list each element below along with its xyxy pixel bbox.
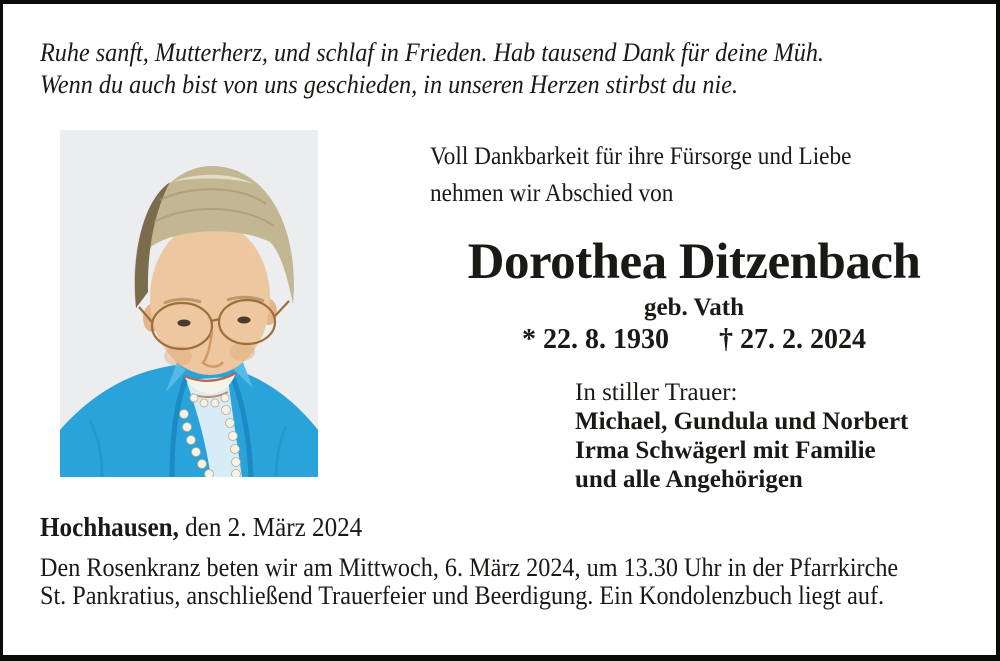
memorial-verse-line-1: Ruhe sanft, Mutterherz, und schlaf in Frieden. Hab tausend Dank für deine Müh. [40,38,824,67]
mourners-heading: In stiller Trauer: [575,379,738,406]
portrait-photo [60,130,318,477]
death-date: † 27. 2. 2024 [719,324,866,355]
right-eye [238,317,251,324]
life-dates [420,325,968,355]
funeral-info-line-1: Den Rosenkranz beten wir am Mittwoch, 6. März 2024, um 13.30 Uhr in der Pfarrkirche [40,553,899,582]
dateline-place: Hochhausen, [40,512,179,542]
left-eye [178,320,191,327]
memorial-verse [40,37,824,101]
deceased-name-block [420,236,968,355]
mourners-line: Michael, Gundula und Norbert [575,408,909,435]
announcement-intro [430,138,851,212]
announcement-intro-line-1: Voll Dankbarkeit für ihre Fürsorge und Liebe [430,143,852,170]
mourners-block [575,378,908,494]
memorial-verse-line-2: Wenn du auch bist von uns geschieden, in unseren Herzen stirbst du nie. [40,70,739,99]
announcement-intro-line-2: nehmen wir Abschied von [430,180,674,207]
maiden-name: geb. Vath [643,294,745,321]
dateline [40,512,362,542]
mourners-line: Irma Schwägerl mit Familie [575,437,876,464]
dateline-date: den 2. März 2024 [178,512,363,542]
funeral-info-line-2: St. Pankratius, anschließend Trauerfeier und Beerdigung. Ein Kondolenzbuch liegt auf. [40,581,885,610]
portrait-photo-graphic [60,130,318,477]
deceased-name: Dorothea Ditzenbach [467,234,921,290]
mourners-line: und alle Angehörigen [575,466,803,493]
funeral-info [40,554,898,610]
right-cheek-shading [229,343,255,361]
birth-date: * 22. 8. 1930 [522,324,669,355]
